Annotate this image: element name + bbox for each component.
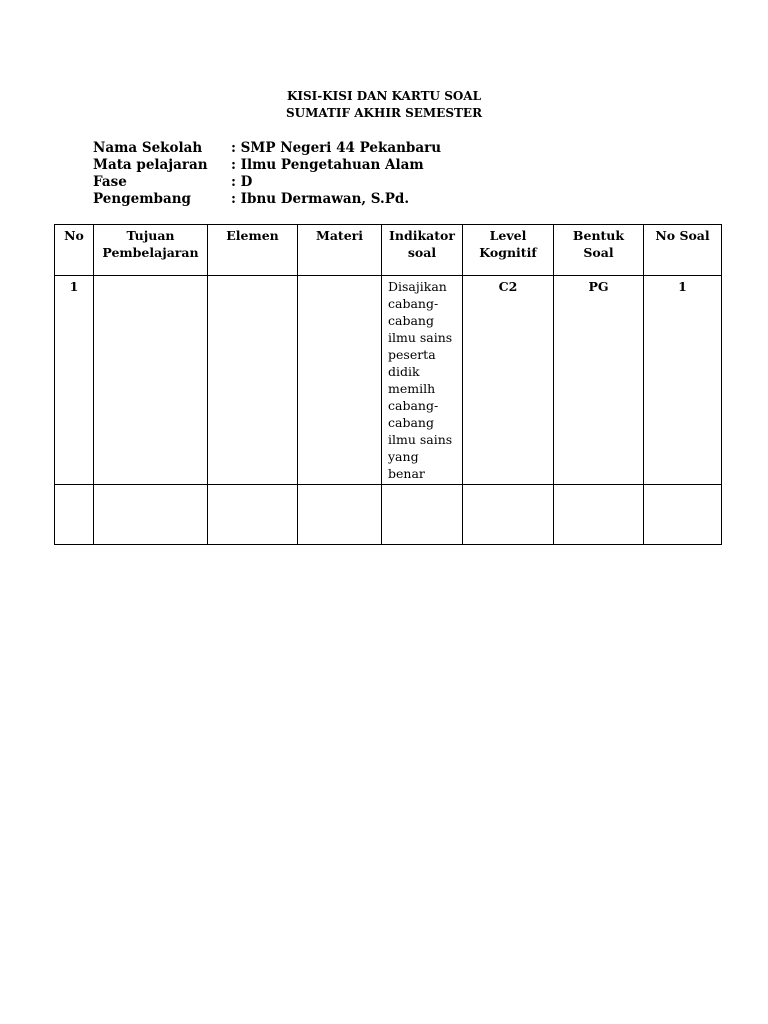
header-indikator: Indikator soal [382,225,463,276]
cell-level [463,485,554,545]
cell-no-soal: 1 [644,276,722,485]
info-block [93,140,441,208]
cell-bentuk: PG [554,276,644,485]
cell-elemen [208,485,298,545]
cell-level: C2 [463,276,554,485]
info-row-subject [93,157,441,174]
cell-tujuan [94,276,208,485]
info-label: Mata pelajaran [93,157,208,173]
cell-no-soal [644,485,722,545]
header-no-soal: No Soal [644,225,722,276]
info-row-school [93,140,441,157]
info-label: Fase [93,174,127,190]
cell-tujuan [94,485,208,545]
cell-materi [298,276,382,485]
table-row [55,276,722,485]
cell-indikator: Disajikan cabang-cabang ilmu sains peserta didik memilh cabang-cabang ilmu sains yang benar [382,276,463,485]
header-materi: Materi [298,225,382,276]
info-value: : Ilmu Pengetahuan Alam [231,157,424,173]
table-row [55,485,722,545]
info-label: Pengembang [93,191,191,207]
info-value: : SMP Negeri 44 Pekanbaru [231,140,442,156]
question-grid-table [54,224,722,545]
cell-elemen [208,276,298,485]
header-tujuan: Tujuan Pembelajaran [94,225,208,276]
cell-no [55,485,94,545]
table-header-row [55,225,722,276]
info-row-phase [93,174,441,191]
header-elemen: Elemen [208,225,298,276]
cell-bentuk [554,485,644,545]
cell-materi [298,485,382,545]
document-subtitle: SUMATIF AKHIR SEMESTER [285,106,483,120]
info-row-developer [93,191,441,208]
header-bentuk: Bentuk Soal [554,225,644,276]
cell-indikator [382,485,463,545]
info-value: : Ibnu Dermawan, S.Pd. [231,191,410,207]
header-no: No [55,225,94,276]
cell-no: 1 [55,276,94,485]
document-title: KISI-KISI DAN KARTU SOAL [286,89,482,103]
header-level: Level Kognitif [463,225,554,276]
info-value: : D [231,174,253,190]
info-label: Nama Sekolah [93,140,203,156]
